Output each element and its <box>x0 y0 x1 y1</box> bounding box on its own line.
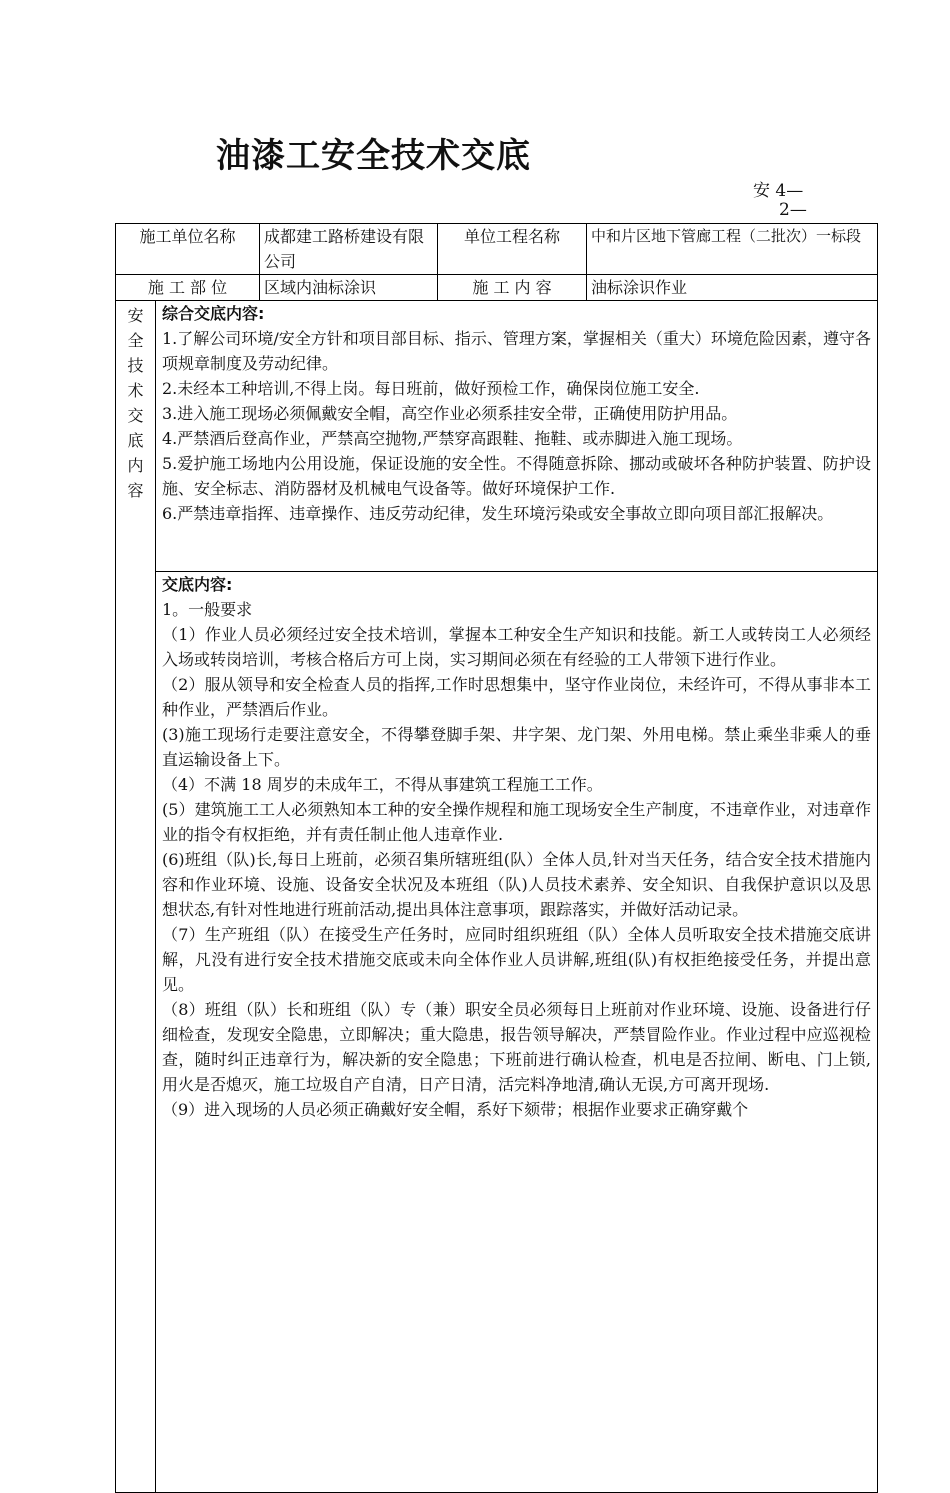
summary-item: 5.爱护施工场地内公用设施，保证设施的安全性。不得随意拆除、挪动或破坏各种防护装置、防护设施、安全标志、消防器材及机械电气设备等。做好环境保护工作. <box>162 454 872 498</box>
summary-row <box>116 301 878 572</box>
summary-item: 2.未经本工种培训,不得上岗。每日班前，做好预检工作，确保岗位施工安全. <box>162 379 700 398</box>
document-title: 油漆工安全技术交底 <box>216 136 531 176</box>
content-value: 油标涂识作业 <box>587 275 878 301</box>
summary-item: 4.严禁酒后登高作业，严禁高空抛物,严禁穿高跟鞋、拖鞋、或赤脚进入施工现场。 <box>162 429 743 448</box>
summary-item: 3.进入施工现场必须佩戴安全帽，高空作业必须系挂安全带，正确使用防护用品。 <box>162 404 738 423</box>
side-char: 技 <box>127 356 144 375</box>
document-code-line2: 2— <box>779 200 807 220</box>
detail-item: 1。一般要求 <box>162 600 253 619</box>
detail-item: （1）作业人员必须经过安全技术培训，掌握本工种安全生产知识和技能。新工人或转岗工人必须经入场或转岗培训，考核合格后方可上岗，实习期间必须在有经验的工人带领下进行作业。 <box>162 625 872 669</box>
detail-row <box>116 572 878 1493</box>
detail-item: （9）进入现场的人员必须正确戴好安全帽，系好下颏带；根据作业要求正确穿戴个 <box>162 1100 749 1119</box>
detail-item: （4）不满 18 周岁的未成年工，不得从事建筑工程施工工作。 <box>162 775 603 794</box>
header-row-part <box>116 275 878 301</box>
side-char: 容 <box>127 481 144 500</box>
unit-name-label: 施工单位名称 <box>116 224 260 275</box>
project-label: 单位工程名称 <box>438 224 587 275</box>
side-char: 安 <box>127 306 144 325</box>
side-char: 底 <box>127 431 144 450</box>
unit-name-value: 成都建工路桥建设有限公司 <box>260 224 438 275</box>
content-label: 施 工 内 容 <box>438 275 587 301</box>
summary-item: 6.严禁违章指挥、违章操作、违反劳动纪律，发生环境污染或安全事故立即向项目部汇报解决。 <box>162 504 834 523</box>
header-row-unit <box>116 224 878 275</box>
side-char: 术 <box>127 381 144 400</box>
detail-item: （7）生产班组（队）在接受生产任务时，应同时组织班组（队）全体人员听取安全技术措施交底讲解，凡没有进行安全技术措施交底或未向全体作业人员讲解,班组(队)有权拒绝接受任务，并提出意见。 <box>162 925 872 994</box>
summary-item: 1.了解公司环境/安全方针和项目部目标、指示、管理方案，掌握相关（重大）环境危险因素，遵守各项规章制度及劳动纪律。 <box>162 329 872 373</box>
detail-heading: 交底内容: <box>162 575 233 594</box>
disclosure-table <box>115 223 878 1493</box>
project-value: 中和片区地下管廊工程（二批次）一标段 <box>587 224 878 275</box>
side-label <box>116 301 156 1493</box>
detail-item: （2）服从领导和安全检查人员的指挥,工作时思想集中，坚守作业岗位，未经许可，不得从事非本工种作业，严禁酒后作业。 <box>162 675 872 719</box>
detail-item: (5）建筑施工工人必须熟知本工种的安全操作规程和施工现场安全生产制度，不违章作业，对违章作业的指令有权拒绝，并有责任制止他人违章作业. <box>162 800 872 844</box>
detail-item: （8）班组（队）长和班组（队）专（兼）职安全员必须每日上班前对作业环境、设施、设备进行仔细检查，发现安全隐患，立即解决；重大隐患，报告领导解决，严禁冒险作业。作业过程中应巡视检查，随时纠正违章行为，解决新的安全隐患；下班前进行确认检查，机电是否拉闸、断电、门上锁,用火是否熄灭，施工垃圾自产自清，日产日清，活完料净地清,确认无误,方可离开现场. <box>162 1000 872 1094</box>
summary-content <box>156 301 878 572</box>
detail-item: (3)施工现场行走要注意安全，不得攀登脚手架、井字架、龙门架、外用电梯。禁止乘坐非乘人的垂直运输设备上下。 <box>162 725 872 769</box>
document-code-line1: 安 4— <box>753 181 804 201</box>
detail-content <box>156 572 878 1493</box>
part-value: 区域内油标涂识 <box>260 275 438 301</box>
side-char: 内 <box>127 456 144 475</box>
detail-item: (6)班组（队)长,每日上班前，必须召集所辖班组(队）全体人员,针对当天任务，结合安全技术措施内容和作业环境、设施、设备安全状况及本班组（队)人员技术素养、安全知识、自我保护意识以及思想状态,有针对性地进行班前活动,提出具体注意事项，跟踪落实，并做好活动记录。 <box>162 850 872 919</box>
part-label: 施 工 部 位 <box>116 275 260 301</box>
summary-heading: 综合交底内容: <box>162 304 265 323</box>
side-char: 交 <box>127 406 144 425</box>
side-char: 全 <box>127 331 144 350</box>
